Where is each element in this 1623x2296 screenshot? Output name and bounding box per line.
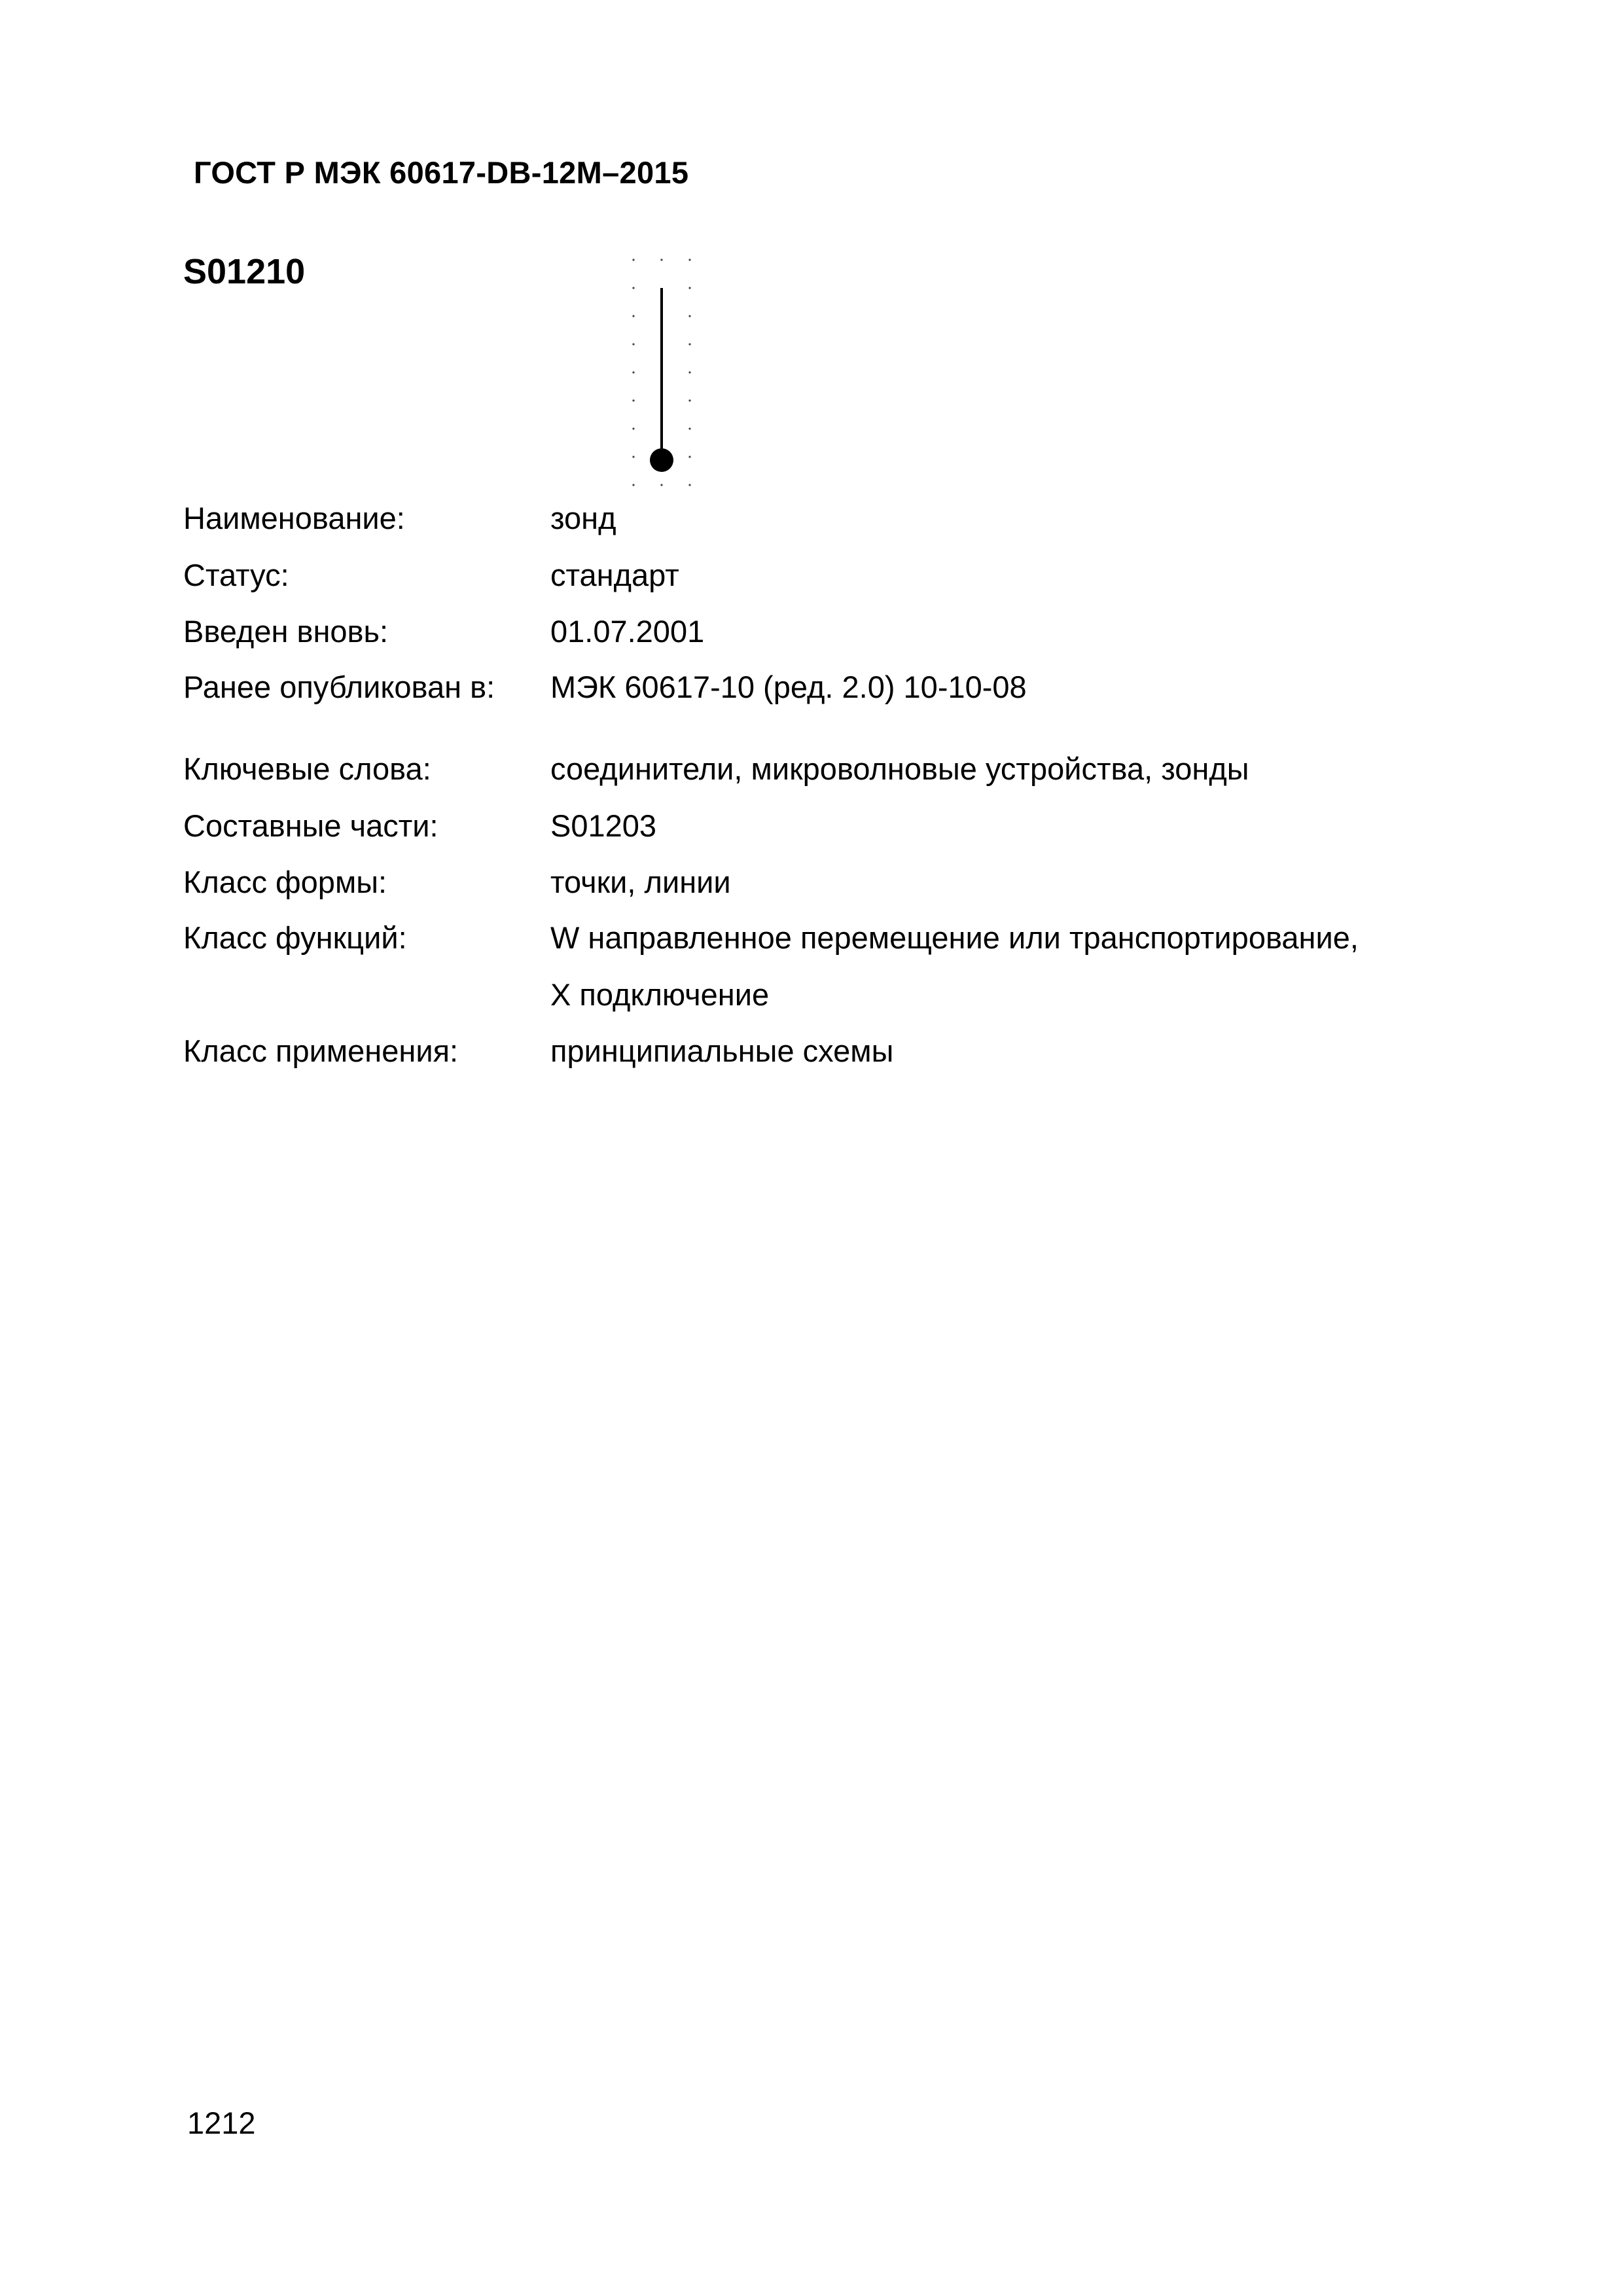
page-number: 1212 <box>187 2106 256 2140</box>
field-value: соединители, микроволновые устройства, зонды <box>550 751 1249 786</box>
field-value: стандарт <box>550 558 679 592</box>
field-label: Введен вновь: <box>183 614 389 649</box>
field-value: 01.07.2001 <box>550 614 705 649</box>
field-value: X подключение <box>550 977 770 1012</box>
probe-dot <box>650 448 673 472</box>
field-value: МЭК 60617-10 (ред. 2.0) 10-10-08 <box>550 670 1027 704</box>
field-label: Статус: <box>183 558 289 592</box>
probe-symbol-icon <box>622 252 700 494</box>
field-label: Ранее опубликован в: <box>183 670 495 704</box>
field-value: точки, линии <box>550 865 731 899</box>
field-label: Класс формы: <box>183 865 387 899</box>
field-label: Класс функций: <box>183 920 407 955</box>
field-label: Класс применения: <box>183 1033 459 1068</box>
field-label: Составные части: <box>183 808 438 843</box>
field-value: W направленное перемещение или транспортирование, <box>550 920 1359 955</box>
field-value: зонд <box>550 501 616 535</box>
symbol-id: S01210 <box>183 252 306 291</box>
field-value: S01203 <box>550 808 657 843</box>
field-label: Наименование: <box>183 501 405 535</box>
standard-header: ГОСТ Р МЭК 60617-DB-12M–2015 <box>194 155 689 190</box>
field-label: Ключевые слова: <box>183 751 431 786</box>
field-value: принципиальные схемы <box>550 1033 894 1068</box>
